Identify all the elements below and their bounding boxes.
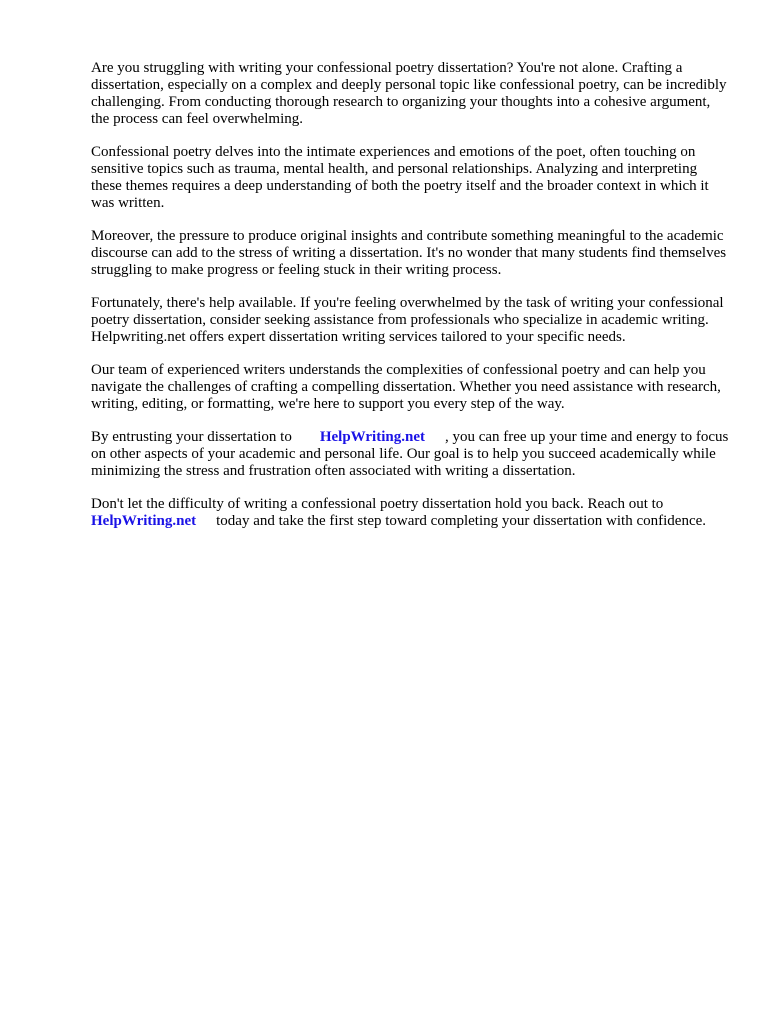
paragraph-confessional-poetry: Confessional poetry delves into the intimate experiences and emotions of the poet, often touching on sensitive topics such as trauma, mental health, and personal relationships. Analyzing and interpreting these themes requires a deep understanding of both the poetry itself and the broader context in which it was written. [91,144,709,211]
helpwriting-link-closing[interactable]: HelpWriting.net [91,513,197,529]
paragraph-pressure: Moreover, the pressure to produce original insights and contribute something meaningful to the academic discourse can add to the stress of writing a dissertation. It's no wonder that many students find themselves struggling to make progress or feeling stuck in their writing process. [91,228,727,278]
paragraph-intro: Are you struggling with writing your confessional poetry dissertation? You're not alone. Crafting a dissertation, especially on a complex and deeply personal topic like confessional poetry, can be incredibly challenging. From conducting thorough research to organizing your thoughts into a cohesive argument, the process can feel overwhelming. [91,60,727,127]
document-body [91,60,731,546]
entrusting-text-after: , you can free up your time and energy to focus on other aspects of your academic and personal life. Our goal is to help you succeed academically while minimizing the stress and frustration often associated with writing a dissertation. [91,429,729,479]
paragraph-closing [91,496,731,530]
closing-text-after: today and take the first step toward completing your dissertation with confidence. [216,513,707,529]
paragraph-entrusting [91,429,731,480]
entrusting-text-before: By entrusting your dissertation to [91,429,292,445]
helpwriting-link[interactable]: HelpWriting.net [319,429,425,445]
paragraph-team: Our team of experienced writers understands the complexities of confessional poetry and can help you navigate the challenges of crafting a compelling dissertation. Whether you need assistance with research, writing, editing, or formatting, we're here to support you every step of the way. [91,362,721,412]
closing-text-before: Don't let the difficulty of writing a confessional poetry dissertation hold you back. Reach out to [91,496,664,512]
paragraph-help-available: Fortunately, there's help available. If you're feeling overwhelmed by the task of writing your confessional poetry dissertation, consider seeking assistance from professionals who specialize in academic writing. Helpwriting.net offers expert dissertation writing services tailored to your specific needs. [91,295,724,345]
